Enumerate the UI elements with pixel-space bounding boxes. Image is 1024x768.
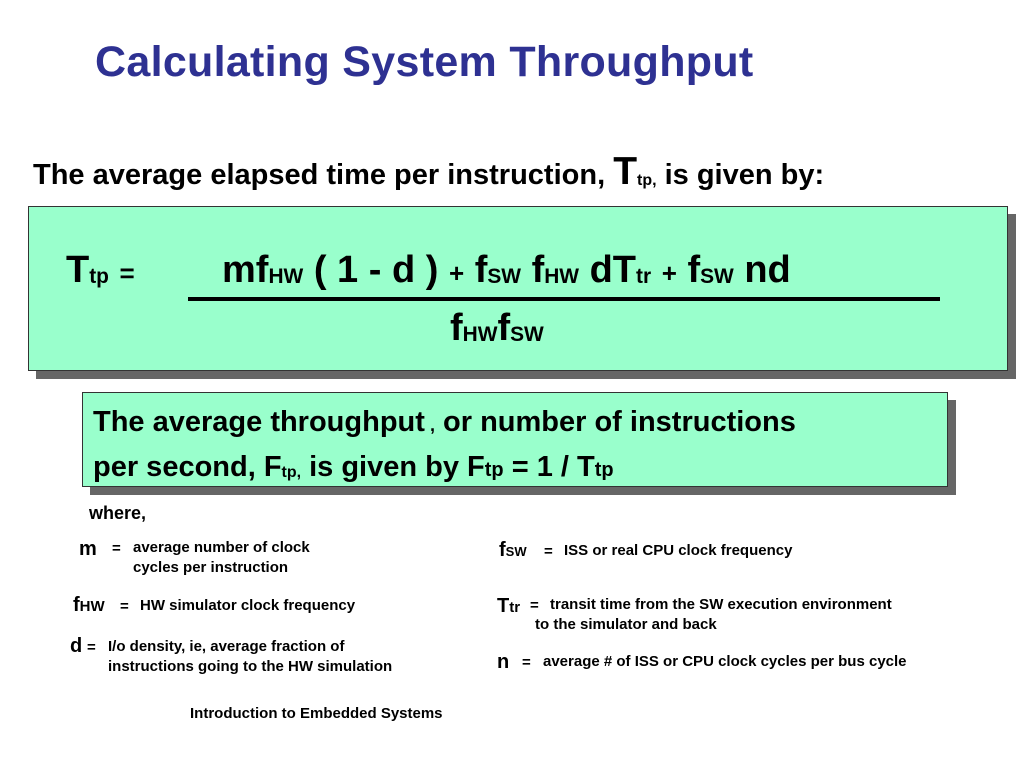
num-f1: f <box>474 249 488 291</box>
def-m-eq: = <box>112 540 121 557</box>
def-fsw-sub: SW <box>505 544 527 559</box>
def-n-eq: = <box>522 654 531 671</box>
def-fhw-eq: = <box>120 598 129 615</box>
num-sw1: SW <box>487 265 521 289</box>
num-paren: ( 1 - d ) <box>313 249 439 291</box>
lhs-symbol: T <box>66 249 90 291</box>
tp-line1-comma: , <box>429 415 435 435</box>
def-d-line1: I/o density, ie, average fraction of <box>108 638 345 655</box>
throughput-line-2 <box>93 446 796 493</box>
num-f3: f <box>687 249 701 291</box>
def-d-text <box>108 637 392 677</box>
footer-text: Introduction to Embedded Systems <box>190 705 443 722</box>
def-d-line2: instructions going to the HW simulation <box>108 658 393 675</box>
tp-line1-b: or number of instructions <box>443 406 796 438</box>
throughput-line-1 <box>93 401 796 446</box>
num-nd: nd <box>744 249 791 291</box>
def-ttr-text <box>535 595 892 635</box>
throughput-text <box>93 401 796 493</box>
formula-lhs <box>66 249 135 292</box>
tp-line2-d: T <box>577 451 595 483</box>
def-fsw-eq: = <box>544 543 553 560</box>
tp-line2-c: = 1 / <box>511 451 569 483</box>
tp-line2-sub3: tp <box>594 459 614 481</box>
lhs-sub: tp <box>89 265 109 289</box>
def-fsw-text: ISS or real CPU clock frequency <box>564 542 793 559</box>
num-f2: f <box>531 249 545 291</box>
intro-text: The average elapsed time per instruction, <box>33 159 606 191</box>
intro-symbol: T <box>613 150 638 193</box>
def-ttr-symbol <box>497 595 520 618</box>
def-fhw-symbol <box>73 594 105 617</box>
den-hw: HW <box>462 323 498 347</box>
def-fhw-text: HW simulator clock frequency <box>140 597 356 614</box>
def-fhw-f: f <box>73 594 80 616</box>
formula-numerator <box>222 249 791 292</box>
num-plus2: + <box>661 258 677 288</box>
den-sw: SW <box>510 323 544 347</box>
def-ttr-eq: = <box>530 597 539 614</box>
den-f2: f <box>497 307 511 349</box>
fraction-line <box>188 297 940 301</box>
tp-line2-sub2: tp <box>484 459 504 481</box>
def-ttr-t: T <box>497 595 510 617</box>
def-m-line2: cycles per instruction <box>133 559 289 576</box>
num-dT: dT <box>589 249 637 291</box>
def-m-symbol: m <box>79 538 97 560</box>
def-m-line1: average number of clock <box>133 539 310 556</box>
where-label: where, <box>89 503 147 523</box>
tp-line1-a: The average throughput <box>93 406 425 438</box>
formula-denominator <box>450 307 544 350</box>
def-fhw-sub: HW <box>79 598 105 615</box>
def-ttr-line1: transit time from the SW execution environment <box>550 596 892 613</box>
num-tr: tr <box>636 265 652 289</box>
intro-suffix: is given by: <box>664 159 825 191</box>
def-ttr-line2: to the simulator and back <box>535 616 717 633</box>
lhs-equals: = <box>119 258 135 288</box>
num-hw2: HW <box>544 265 580 289</box>
def-d-symbol: d <box>70 635 83 657</box>
def-n-symbol: n <box>497 651 510 673</box>
num-mf: mf <box>222 249 269 291</box>
num-hw1: HW <box>268 265 304 289</box>
num-sw2: SW <box>700 265 734 289</box>
slide-title: Calculating System Throughput <box>95 38 754 86</box>
def-d-eq: = <box>87 639 96 656</box>
def-ttr-sub: tr <box>509 599 521 616</box>
tp-line2-a: per second, F <box>93 451 282 483</box>
tp-line2-b: is given by F <box>309 451 485 483</box>
def-n-text: average # of ISS or CPU clock cycles per bus cycle <box>543 653 907 670</box>
intro-symbol-sub: tp, <box>637 171 657 189</box>
def-fsw-symbol <box>499 539 527 562</box>
intro-sentence <box>33 150 824 194</box>
tp-line2-sub: tp, <box>281 463 302 481</box>
def-m-text <box>133 538 310 578</box>
den-f1: f <box>450 307 463 349</box>
def-fsw-f: f <box>499 539 506 561</box>
num-plus1: + <box>448 258 465 288</box>
